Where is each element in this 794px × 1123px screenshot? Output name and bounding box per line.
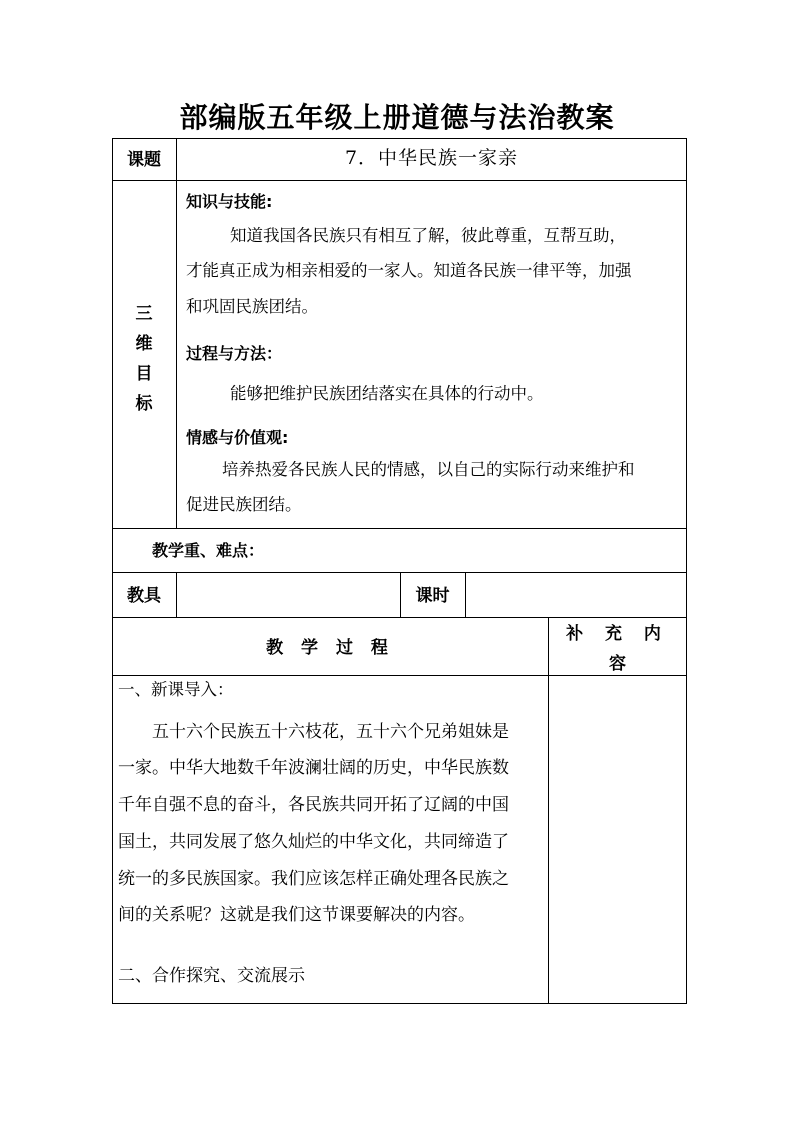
table-rule: [112, 180, 687, 181]
process-method-line: 能够把维护民族团结落实在具体的行动中。: [230, 384, 544, 403]
hours-value-cell: [466, 573, 687, 617]
section-paragraph-line: 一家。中华大地数千年波澜壮阔的历史，中华民族数: [118, 758, 509, 778]
knowledge-line: 和巩固民族团结。: [186, 297, 318, 316]
tools-value-cell: [177, 573, 400, 617]
section-paragraph-line: 间的关系呢？这就是我们这节课要解决的内容。: [118, 905, 475, 925]
key-points-label: 教学重、难点：: [152, 541, 265, 560]
objectives-label-char: 三: [135, 304, 153, 324]
table-rule: [112, 528, 687, 529]
process-header: 教 学 过 程: [266, 638, 394, 658]
emotion-line: 促进民族团结。: [186, 495, 302, 514]
hours-label: 课时: [415, 586, 450, 606]
emotion-line: 培养热爱各民族人民的情感，以自己的实际行动来维护和: [222, 460, 635, 479]
supplement-cell: [549, 676, 686, 1003]
table-rule: [176, 138, 177, 528]
document-title: 部编版五年级上册道德与法治教案: [179, 101, 615, 134]
process-method-heading: 过程与方法：: [186, 344, 283, 363]
objectives-label-char: 目: [135, 364, 153, 384]
section-paragraph-line: 五十六个民族五十六枝花，五十六个兄弟姐妹是: [152, 722, 509, 742]
knowledge-heading: 知识与技能:: [186, 192, 273, 211]
section-paragraph-line: 千年自强不息的奋斗，各民族共同开拓了辽阔的中国: [118, 795, 509, 815]
section-heading: 二、合作探究、交流展示: [118, 966, 305, 986]
section-paragraph-line: 国土，共同发展了悠久灿烂的中华文化，共同缔造了: [118, 832, 509, 852]
emotion-heading: 情感与价值观:: [186, 428, 289, 447]
knowledge-line: 才能真正成为相亲相爱的一家人。知道各民族一律平等，加强: [186, 261, 632, 280]
objectives-label-char: 维: [135, 334, 153, 354]
lesson-label: 课题: [127, 150, 161, 170]
objectives-label-char: 标: [135, 394, 153, 414]
knowledge-line: 知道我国各民族只有相互了解，彼此尊重，互帮互助，: [230, 226, 626, 245]
table-rule: [112, 617, 687, 618]
tools-label: 教具: [127, 586, 161, 606]
section-paragraph-line: 统一的多民族国家。我们应该怎样正确处理各民族之: [118, 869, 509, 889]
supplement-header: 容: [609, 654, 626, 674]
lesson-value: 7．中华民族一家亲: [344, 147, 519, 169]
section-heading: 一、新课导入：: [118, 680, 234, 699]
supplement-header: 补 充 内: [566, 624, 669, 644]
